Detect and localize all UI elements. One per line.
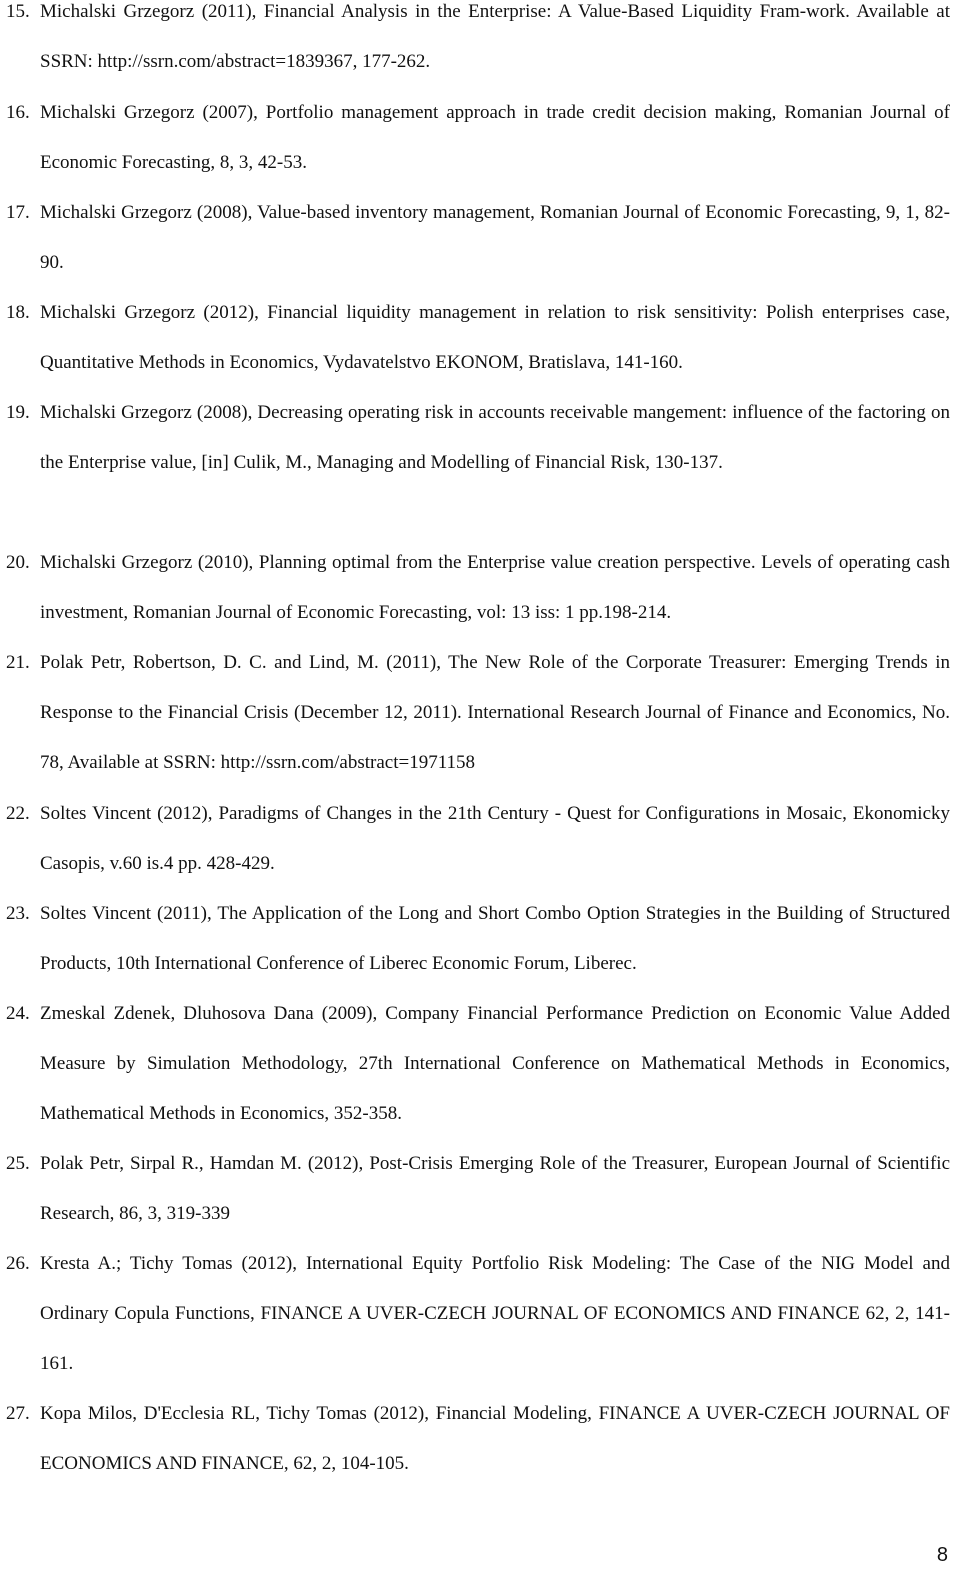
reference-item	[6, 388, 950, 488]
reference-text: Zmeskal Zdenek, Dluhosova Dana (2009), Company Financial Performance Prediction on Economic Value Added Measure by Simulation Methodology, 27th International Conference on Mathematical Methods in Economics, Mathematical Methods in Economics, 352-358.	[40, 1003, 950, 1125]
reference-item	[6, 538, 950, 638]
reference-text: Soltes Vincent (2011), The Application of the Long and Short Combo Option Strategies in the Building of Structured Products, 10th International Conference of Liberec Economic Forum, Liberec.	[40, 903, 950, 975]
reference-number: 26.	[6, 1253, 30, 1274]
reference-item	[6, 0, 950, 87]
reference-item	[6, 1139, 950, 1239]
reference-number: 15.	[6, 1, 30, 22]
reference-text: Michalski Grzegorz (2010), Planning optimal from the Enterprise value creation perspective. Levels of operating cash investment, Romanian Journal of Economic Forecasting, vol: 13 iss: 1 pp.198-214.	[40, 552, 950, 624]
reference-number: 21.	[6, 652, 30, 673]
reference-number: 22.	[6, 803, 30, 824]
reference-number: 25.	[6, 1153, 30, 1174]
reference-text: Michalski Grzegorz (2008), Value-based inventory management, Romanian Journal of Economic Forecasting, 9, 1, 82-90.	[40, 202, 950, 274]
reference-item	[6, 288, 950, 388]
reference-text: Polak Petr, Sirpal R., Hamdan M. (2012), Post-Crisis Emerging Role of the Treasurer, European Journal of Scientific Research, 86, 3, 319-339	[40, 1153, 950, 1225]
reference-text: Polak Petr, Robertson, D. C. and Lind, M. (2011), The New Role of the Corporate Treasurer: Emerging Trends in Response to the Financial Crisis (December 12, 2011). International Research Journal of Finance and Economics, No. 78, Available at SSRN: http://ssrn.com/abstract=1971158	[40, 652, 950, 774]
reference-item	[6, 88, 950, 188]
reference-item	[6, 789, 950, 889]
reference-item	[6, 1239, 950, 1390]
reference-text: Michalski Grzegorz (2011), Financial Analysis in the Enterprise: A Value-Based Liquidity Fram-work. Available at SSRN: http://ssrn.com/abstract=1839367, 177-262.	[40, 1, 950, 73]
reference-number: 20.	[6, 552, 30, 573]
page-number: 8	[936, 1544, 948, 1566]
reference-number: 17.	[6, 202, 30, 223]
reference-text: Soltes Vincent (2012), Paradigms of Changes in the 21th Century - Quest for Configurations in Mosaic, Ekonomicky Casopis, v.60 is.4 pp. 428-429.	[40, 803, 950, 875]
reference-number: 23.	[6, 903, 30, 924]
reference-number: 19.	[6, 402, 30, 423]
reference-text: Michalski Grzegorz (2012), Financial liquidity management in relation to risk sensitivity: Polish enterprises case, Quantitative Methods in Economics, Vydavatelstvo EKONOM, Bratislava, 141-160.	[40, 302, 950, 374]
reference-item	[6, 188, 950, 288]
reference-number: 24.	[6, 1003, 30, 1024]
reference-text: Kopa Milos, D'Ecclesia RL, Tichy Tomas (2012), Financial Modeling, FINANCE A UVER-CZECH JOURNAL OF ECONOMICS AND FINANCE, 62, 2, 104-105.	[40, 1403, 950, 1475]
reference-number: 18.	[6, 302, 30, 323]
reference-text: Michalski Grzegorz (2008), Decreasing operating risk in accounts receivable mangement: influence of the factoring on the Enterprise value, [in] Culik, M., Managing and Modelling of Financial Risk, 130-137.	[40, 402, 950, 474]
reference-item	[6, 1389, 950, 1489]
reference-text: Michalski Grzegorz (2007), Portfolio management approach in trade credit decision making, Romanian Journal of Economic Forecasting, 8, 3, 42-53.	[40, 102, 950, 174]
reference-item	[6, 638, 950, 789]
reference-item	[6, 889, 950, 989]
reference-number: 16.	[6, 102, 30, 123]
reference-text: Kresta A.; Tichy Tomas (2012), International Equity Portfolio Risk Modeling: The Case of the NIG Model and Ordinary Copula Functions, FINANCE A UVER-CZECH JOURNAL OF ECONOMICS AND FINANCE 62, 2, 141-161.	[40, 1253, 950, 1375]
reference-item	[6, 989, 950, 1140]
reference-number: 27.	[6, 1403, 30, 1424]
